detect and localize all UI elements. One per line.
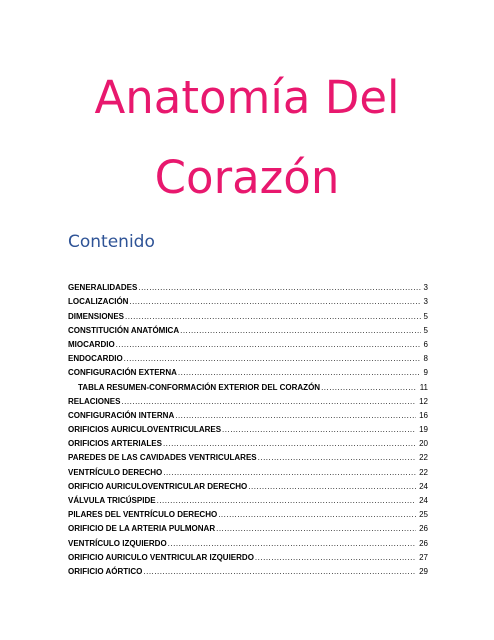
toc-entry[interactable] bbox=[68, 533, 428, 547]
toc-dot-leader bbox=[121, 397, 416, 406]
toc-entry-label: PAREDES DE LAS CAVIDADES VENTRICULARES bbox=[68, 453, 257, 463]
toc-heading: Contenido bbox=[68, 232, 155, 252]
toc-entry-label: CONSTITUCIÓN ANATÓMICA bbox=[68, 325, 180, 335]
toc-dot-leader bbox=[125, 312, 421, 321]
toc-entry-page: 12 bbox=[419, 396, 428, 406]
toc-entry-label: PILARES DEL VENTRÍCULO DERECHO bbox=[68, 510, 218, 520]
toc-dot-leader bbox=[124, 354, 421, 363]
toc-dot-leader bbox=[321, 383, 417, 392]
toc-entry[interactable] bbox=[68, 448, 428, 462]
toc-dot-leader bbox=[116, 340, 421, 349]
toc-entry[interactable] bbox=[68, 363, 428, 377]
toc-entry-label: ORIFICIOS ARTERIALES bbox=[68, 439, 162, 449]
toc-entry[interactable] bbox=[68, 278, 428, 292]
toc-entry-label: ORIFICIO AÓRTICO bbox=[68, 566, 143, 576]
toc-entry-label: MIOCARDIO bbox=[68, 339, 115, 349]
document-title-line-2: Corazón bbox=[154, 151, 340, 204]
toc-entry[interactable] bbox=[68, 306, 428, 320]
toc-entry-label: LOCALIZACIÓN bbox=[68, 297, 129, 307]
toc-dot-leader bbox=[218, 510, 416, 519]
toc-entry-page: 27 bbox=[419, 552, 428, 562]
toc-entry[interactable] bbox=[68, 562, 428, 576]
toc-entry-page: 20 bbox=[419, 439, 428, 449]
toc-entry[interactable] bbox=[68, 392, 428, 406]
toc-dot-leader bbox=[248, 482, 416, 491]
toc-entry-label: TABLA RESUMEN-CONFORMACIÓN EXTERIOR DEL CORAZÓN bbox=[78, 382, 321, 392]
toc-entry-label: GENERALIDADES bbox=[68, 283, 138, 293]
toc-dot-leader bbox=[168, 539, 416, 548]
toc-entry-label: VENTRÍCULO DERECHO bbox=[68, 467, 163, 477]
toc-entry[interactable] bbox=[68, 349, 428, 363]
toc-entry-page: 24 bbox=[419, 481, 428, 491]
toc-dot-leader bbox=[175, 411, 416, 420]
toc-entry[interactable] bbox=[68, 420, 428, 434]
toc-entry-page: 22 bbox=[419, 453, 428, 463]
toc-entry-label: VÁLVULA TRICÚSPIDE bbox=[68, 496, 156, 505]
toc-entry-label: VENTRÍCULO IZQUIERDO bbox=[68, 538, 167, 548]
toc-entry-page: 5 bbox=[423, 311, 428, 321]
toc-entry[interactable] bbox=[68, 292, 428, 306]
toc-entry-page: 29 bbox=[419, 566, 428, 576]
toc-entry-label: DIMENSIONES bbox=[68, 311, 125, 321]
toc-dot-leader bbox=[258, 453, 416, 462]
toc-entry[interactable] bbox=[68, 406, 428, 420]
toc-entry-page: 19 bbox=[419, 425, 428, 435]
toc-entry-page: 6 bbox=[423, 339, 428, 349]
toc-entry-label: ORIFICIO AURICULOVENTRICULAR DERECHO bbox=[68, 481, 248, 491]
toc-dot-leader bbox=[216, 524, 416, 533]
toc-entry[interactable] bbox=[68, 477, 428, 491]
toc-dot-leader bbox=[138, 283, 420, 292]
toc-dot-leader bbox=[143, 567, 416, 576]
toc-entry[interactable] bbox=[68, 491, 428, 505]
toc-entry[interactable] bbox=[68, 321, 428, 335]
toc-entry-label: ORIFICIOS AURICULOVENTRICULARES bbox=[68, 425, 222, 435]
toc-entry[interactable] bbox=[68, 335, 428, 349]
toc-entry-label: CONFIGURACIÓN INTERNA bbox=[68, 410, 175, 420]
toc-entry-page: 25 bbox=[419, 510, 428, 520]
toc-entry-label: ENDOCARDIO bbox=[68, 354, 123, 364]
toc-dot-leader bbox=[129, 297, 420, 306]
toc-dot-leader bbox=[157, 496, 417, 505]
toc-entry-page: 8 bbox=[423, 354, 428, 364]
toc-dot-leader bbox=[180, 326, 420, 335]
toc-entry[interactable] bbox=[68, 462, 428, 476]
toc-dot-leader bbox=[178, 368, 421, 377]
toc-entry[interactable] bbox=[68, 505, 428, 519]
toc-entry-label: CONFIGURACIÓN EXTERNA bbox=[68, 368, 177, 378]
toc-entry-label: RELACIONES bbox=[68, 396, 121, 406]
toc-dot-leader bbox=[163, 439, 416, 448]
toc-entry-page: 16 bbox=[419, 410, 428, 420]
toc-entry-label: ORIFICIO DE LA ARTERIA PULMONAR bbox=[68, 524, 216, 534]
toc-entry[interactable] bbox=[68, 548, 428, 562]
toc-entry-page: 26 bbox=[419, 524, 428, 534]
toc-entry-page: 24 bbox=[419, 496, 428, 505]
toc-dot-leader bbox=[222, 425, 416, 434]
toc-entry-page: 3 bbox=[423, 283, 428, 293]
toc-dot-leader bbox=[163, 468, 416, 477]
toc-dot-leader bbox=[255, 553, 416, 562]
toc-entry-page: 11 bbox=[419, 382, 428, 392]
toc-entry-label: ORIFICIO AURICULO VENTRICULAR IZQUIERDO bbox=[68, 552, 254, 562]
toc-entry[interactable] bbox=[68, 519, 428, 533]
toc-entry[interactable] bbox=[68, 377, 428, 391]
toc-entry-page: 26 bbox=[419, 538, 428, 548]
toc-entry-page: 9 bbox=[423, 368, 428, 378]
toc-entry-page: 5 bbox=[423, 325, 428, 335]
table-of-contents bbox=[68, 278, 428, 576]
toc-entry[interactable] bbox=[68, 434, 428, 448]
toc-entry-page: 3 bbox=[423, 297, 428, 307]
toc-entry-page: 22 bbox=[419, 467, 428, 477]
document-title-line-1: Anatomía Del bbox=[94, 71, 400, 124]
